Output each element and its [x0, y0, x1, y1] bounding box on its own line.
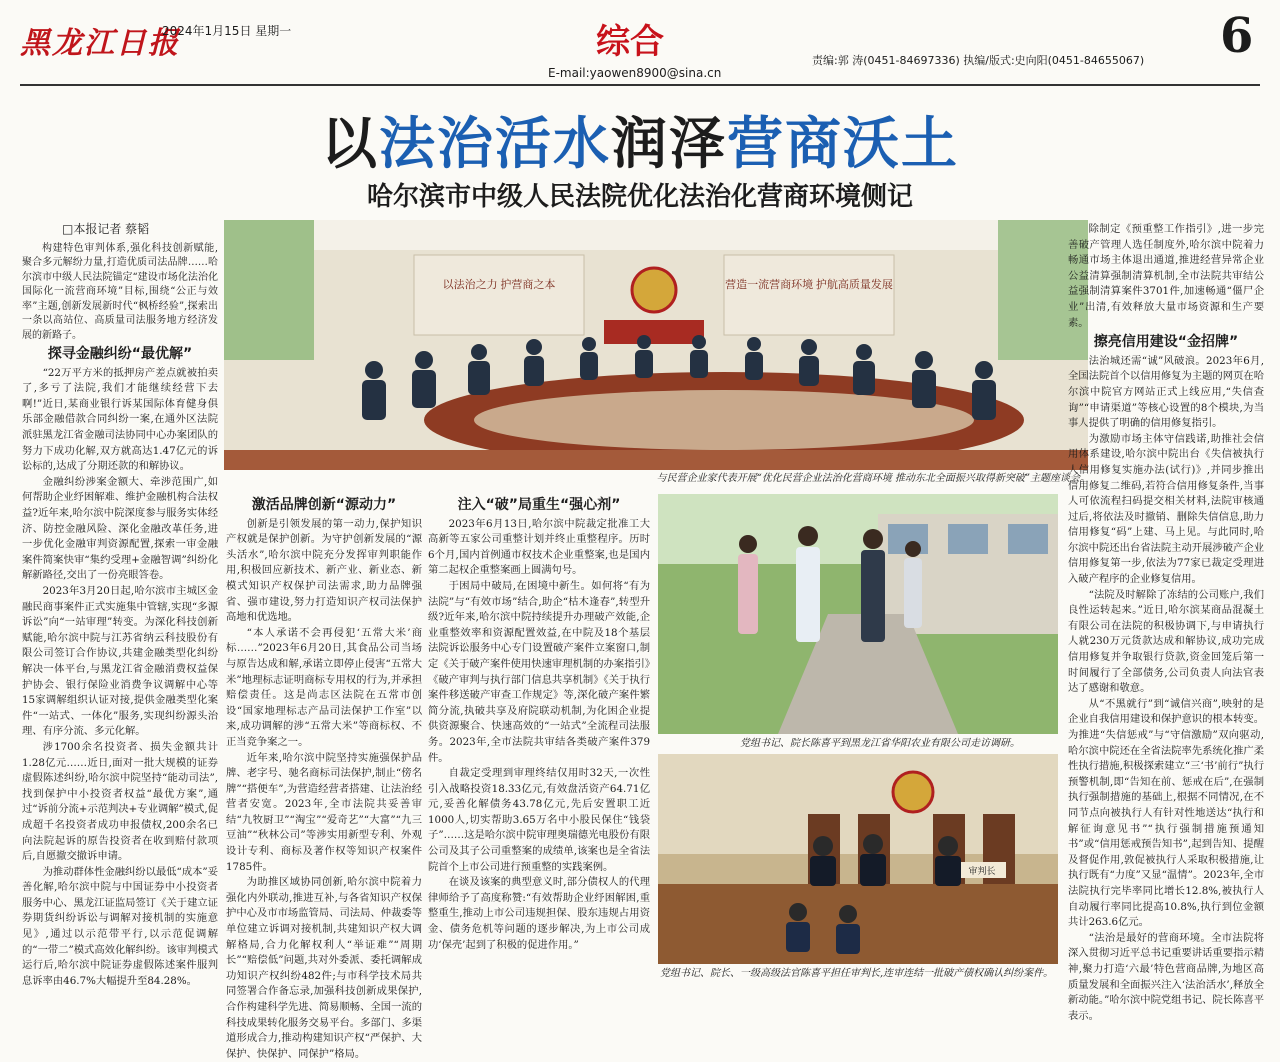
paragraph: 从“不黑就行”到“诚信兴商”,映射的是企业自我信用建设和保护意识的根本转变。为推进“失信惩戒”与“守信激励”双向驱动,哈尔滨中院还在全省法院率先系统化推广柔性执行措施,积极探索建立“三‘书’前行”执行预警机制,即“告知在前、惩戒在后”,在强制执行强制措施的基础上,根据不同情况,在不同节点向被执行人有针对性地送达“执行和解征询意见书”“执行强制措施预通知书”或“信用惩戒预告知书”,起到告知、提醒及督促作用,敦促被执行人采取积极措施,让执行既有“力度”又显“温情”。2023年,全市法院执行完毕率同比增长12.8%,被执行人自动履行率同比提高10.8%,执行到位金额共计263.6亿元。 [1068, 697, 1264, 929]
paragraph: 2023年6月13日,哈尔滨中院裁定批准工大高新等五家公司重整计划并终止重整程序。历时6个月,国内首例通市权技术企业重整案,也是国内第二起权企重整案画上圆满句号。 [428, 517, 650, 577]
paragraph: 除制定《预重整工作指引》,进一步完善破产管理人选任制度外,哈尔滨中院着力畅通市场主体退出通道,推进经营异常企业公益清算强制清算机制,全市法院共审结公益强制清算案件3701件,加速畅通“僵尸企业”出清,有效释放大量市场资源和生产要素。 [1068, 223, 1264, 329]
section-heading: 激活品牌创新“源动力” [251, 497, 397, 513]
header-divider [20, 84, 1260, 86]
article-column-3 [428, 494, 650, 1018]
editor-credits: 责编:郭 涛(0451-84697336) 执编/版式:史向阳(0451-84655067) [812, 54, 1145, 67]
headline-part: 以 [321, 112, 379, 177]
paragraph: “法院及时解除了冻结的公司账户,我们良性运转起来。”近日,哈尔滨某商品混凝土有限公司在法院的积极协调下,与申请执行人就230万元货款达成和解协议,成功完成信用修复并争取银行贷款,资金回笼后第一时间履行了全部债务,公司负责人向法官表达了感谢和敬意。 [1068, 588, 1264, 695]
paragraph: “法治是最好的营商环境。全市法院将深入贯彻习近平总书记重要讲话重要指示精神,聚力打造‘六最’特色营商品牌,为地区高质量发展和全面振兴注入‘法治活水’,释放全新动能。”哈尔滨中院党组书记、院长陈喜平表示。 [1068, 931, 1264, 1022]
paragraph: 近年来,哈尔滨中院坚持实施强保护品牌、老字号、驰名商标司法保护,制止“傍名牌”“搭便车”,为营造经营者搭建、让法治经营者安宽。2023年,全市法院共妥善审结“九牧厨卫”“淘宝”“爱奇艺”“大富”“九三豆油”“秋林公司”等涉实用新型专利、外观设计专利、商标及著作权等知识产权案件1785件。 [226, 751, 422, 873]
newspaper-logo: 黑龙江日报 [20, 26, 180, 61]
meeting-room-illustration [224, 220, 1088, 470]
court-emblem-icon [893, 772, 933, 812]
article-subheadline: 哈尔滨市中级人民法院优化法治化营商环境侧记 [366, 182, 913, 212]
article-column-right [1068, 222, 1264, 1022]
section-heading: 探寻金融纠纷“最优解” [47, 346, 193, 363]
wall-slogan-right: 营造一流营商环境 护航高质量发展 [725, 279, 893, 291]
paragraph: 涉1700余名投资者、损失金额共计1.28亿元……近日,面对一批大规模的证券虚假陈述纠纷,哈尔滨中院坚持“能动司法”,找到保护中小投资者权益“最优方案”,通过“诉前分流+示范判决+专业调解”模式,促成超千名投资者成功申报债权,200余名已向法院起诉的原告投资者在收到赔付款项后,自愿撤交撤诉申请。 [22, 740, 218, 863]
article-column-2 [226, 494, 422, 1060]
photo-visit-caption: 党组书记、院长陈喜平到黑龙江省华阳农业有限公司走访调研。 [740, 738, 1020, 749]
paragraph: 于困局中破局,在困境中新生。如何将“有为法院”与“有效市场”结合,助企“枯木逢春”,转型升级?近年来,哈尔滨中院持续提升办理破产效能,企业重整效率和资源配置效益,在中院及18个基层法院诉讼服务中心专门设置破产案件立案窗口,制定《关于破产案件使用快速审理机制的办案指引》《破产审判与执行部门信息共享机制》《关于执行案件移送破产审查工作规定》等,深化破产案件繁简分流,执破共享及府院联动机制,为化困企业提供资源聚合、快速高效的“一站式”全流程司法服务。2023年,全市法院共审结各类破产案件379件。 [428, 579, 650, 764]
visit-illustration [658, 494, 1058, 734]
wall-slogan-left: 以法治之力 护营商之本 [442, 279, 556, 291]
headline-highlight: 营商沃土 [727, 112, 959, 177]
article-headline [0, 100, 1280, 180]
paragraph: 在谈及该案的典型意义时,部分债权人的代理律师给予了高度称赞:“有效帮助企业纾困解困,重整重生,推动上市公司违规担保、股东违规占用资金、债务危机等问题的逐步解决,为上市公司成功‘保壳’起到了积极的促进作用。” [428, 876, 650, 951]
court-illustration [658, 754, 1058, 964]
section-heading: 注入“破”局重生“强心剂” [457, 497, 621, 513]
paragraph: 创新是引领发展的第一动力,保护知识产权就是保护创新。为守护创新发展的“源头活水”,哈尔滨中院充分发挥审判职能作用,积极回应新技术、新产业、新业态、新模式知识产权保护司法需求,助力品牌强省、强市建设,努力打造知识产权司法保护高地和优选地。 [226, 517, 422, 624]
bench-sign: 审判长 [968, 866, 996, 876]
paragraph: “本人承诺不会再侵犯‘五常大米’商标……”2023年6月20日,其食品公司当场与原告达成和解,承诺立即停止侵害“五常大米”地理标志证明商标专用权的行为,并承担赔偿责任。这是尚志区法院在五常市创设“国家地理标志产品司法保护工作室”以来,成功调解的涉“五常大米”等商标权、不正当竞争案之一。 [226, 626, 422, 748]
article-byline: □本报记者 蔡韬 [62, 222, 150, 236]
paragraph: 为激励市场主体守信践诺,助推社会信用体系建设,哈尔滨中院出台《失信被执行人信用修复实施办法(试行)》,并同步推出信用修复二维码,若符合信用修复条件,当事人可依流程扫码提交相关材料,法院审核通过后,将依法及时撤销、删除失信信息,助力信用修复“码”上建、马上见。与此同时,哈尔滨中院还出台省法院主动开展涉破产企业信用修复第一步,依法为77家已裁定受理进入破产程序的企业修复信用。 [1068, 432, 1264, 586]
paragraph: 2023年3月20日起,哈尔滨市主城区金融民商事案件正式实施集中管辖,实现“多源诉讼”向“一站审理”转变。为深化科技创新赋能,哈尔滨中院与江苏省纳云科技股份有限公司签订合作协议,共建金融类型化纠纷解决一体平台,与黑龙江省金融消费权益保护协会、银行保险业消费争议调解中心等15家调解组织认证对接,提供金融类型化案件“一站式、一体化”服务,实现纠纷源头治理、有序分流、多元化解。 [22, 585, 218, 738]
article-column-1 [22, 222, 218, 1018]
paragraph: 金融纠纷涉案金额大、牵涉范围广,如何帮助企业纾困解难、维护金融机构合法权益?近年来,哈尔滨中院深度参与服务实体经济、防控金融风险、深化金融改革任务,进一步优化金融审判资源配置,探索一审金融案件简案快审“集约受理+金融智调”纠纷化解新路径,交出了一份亮眼答卷。 [22, 475, 218, 582]
photo-meeting [224, 220, 1088, 470]
photo-visit [658, 494, 1058, 734]
paragraph: 法治城还需“诚”风破浪。2023年6月,全国法院首个以信用修复为主题的网页在哈尔滨中院官方网站正式上线应用,“失信查询”“申请渠道”等核心设置的8个模块,为当事人提供了明确的信用修复指引。 [1068, 354, 1264, 430]
photo-court [658, 754, 1058, 964]
paragraph: 为推动群体性金融纠纷以最低“成本”妥善化解,哈尔滨中院与中国证券中小投资者服务中心、黑龙江证监局签订《关于建立证券期货纠纷诉讼与调解对接机制的实施意见》,通过以示范带平行,以示范促调解的“一带二”模式高效化解纠纷。该审判模式运行后,哈尔滨中院证券虚假陈述案件服判息诉率由46.7%大幅提升至84.28%。 [22, 865, 218, 987]
paragraph: 自裁定受理到审理终结仅用时32天,一次性引入战略投资18.33亿元,有效盘活资产64.71亿元,妥善化解债务43.78亿元,先后安置职工近1000人,切实帮助3.65万名中小股民保住“钱袋子”……这是哈尔滨中院审理奥瑞德光电股份有限公司及其子公司重整案的成绩单,该案也是全省法院首个上市公司进行预重整的实践案例。 [428, 767, 650, 873]
headline-part: 润泽 [611, 112, 727, 177]
headline-highlight: 法治活水 [379, 112, 611, 177]
paragraph: “22万平方米的抵押房产差点就被拍卖了,多亏了法院,我们才能继续经营下去啊!”近日,某商业银行诉某国际体育健身俱乐部金融借款合同纠纷一案,在通外区法院派驻黑龙江省金融司法协同中心办案团队的努力下成功化解,双方就高达1.47亿元的诉讼标的,达成了分期还款的和解协议。 [22, 366, 218, 473]
section-heading: 擦亮信用建设“金招牌” [1093, 334, 1239, 351]
section-email: E-mail:yaowen8900@sina.cn [548, 66, 722, 80]
page-number: 6 [1220, 8, 1254, 64]
photo-meeting-caption: 与民营企业家代表开展“优化民营企业法治化营商环境 推动东北全面振兴取得新突破”主题座谈会。 [656, 473, 1090, 484]
article-intro: 构建特色审判体系,强化科技创新赋能,聚合多元解纷力量,打造优质司法品牌……哈尔滨市中级人民法院锚定“建设市场化法治化国际化一流营商环境”目标,围绕“公正与效率”主题,创新发展新时代“枫桥经验”,探索出一条以高站位、高质量司法服务地方经济发展的新路子。 [22, 242, 218, 341]
court-emblem-icon [632, 268, 676, 312]
section-title: 综合 [596, 22, 664, 62]
paragraph: 为助推区域协同创新,哈尔滨中院着力强化内外联动,推进互补,与各省知识产权保护中心及市市场监管局、司法局、仲裁委等单位建立诉调对接机制,共建知识产权大调解格局,合力化解权利人“举证难”“周期长”“赔偿低”问题,共对外委派、委托调解成功知识产权纠纷482件;与市科学技术局共同签署合作备忘录,加强科技创新成果保护,合作构建科学先进、简易顺畅、全国一流的科技成果转化服务交易平台。多部门、多渠道形成合力,推动构建知识产权“严保护、大保护、快保护、同保护”格局。 [226, 876, 422, 1060]
issue-date: 2024年1月15日 星期一 [162, 24, 292, 38]
photo-court-caption: 党组书记、院长、一级高级法官陈喜平担任审判长,连审连结一批破产债权确认纠纷案件。 [660, 968, 1054, 979]
